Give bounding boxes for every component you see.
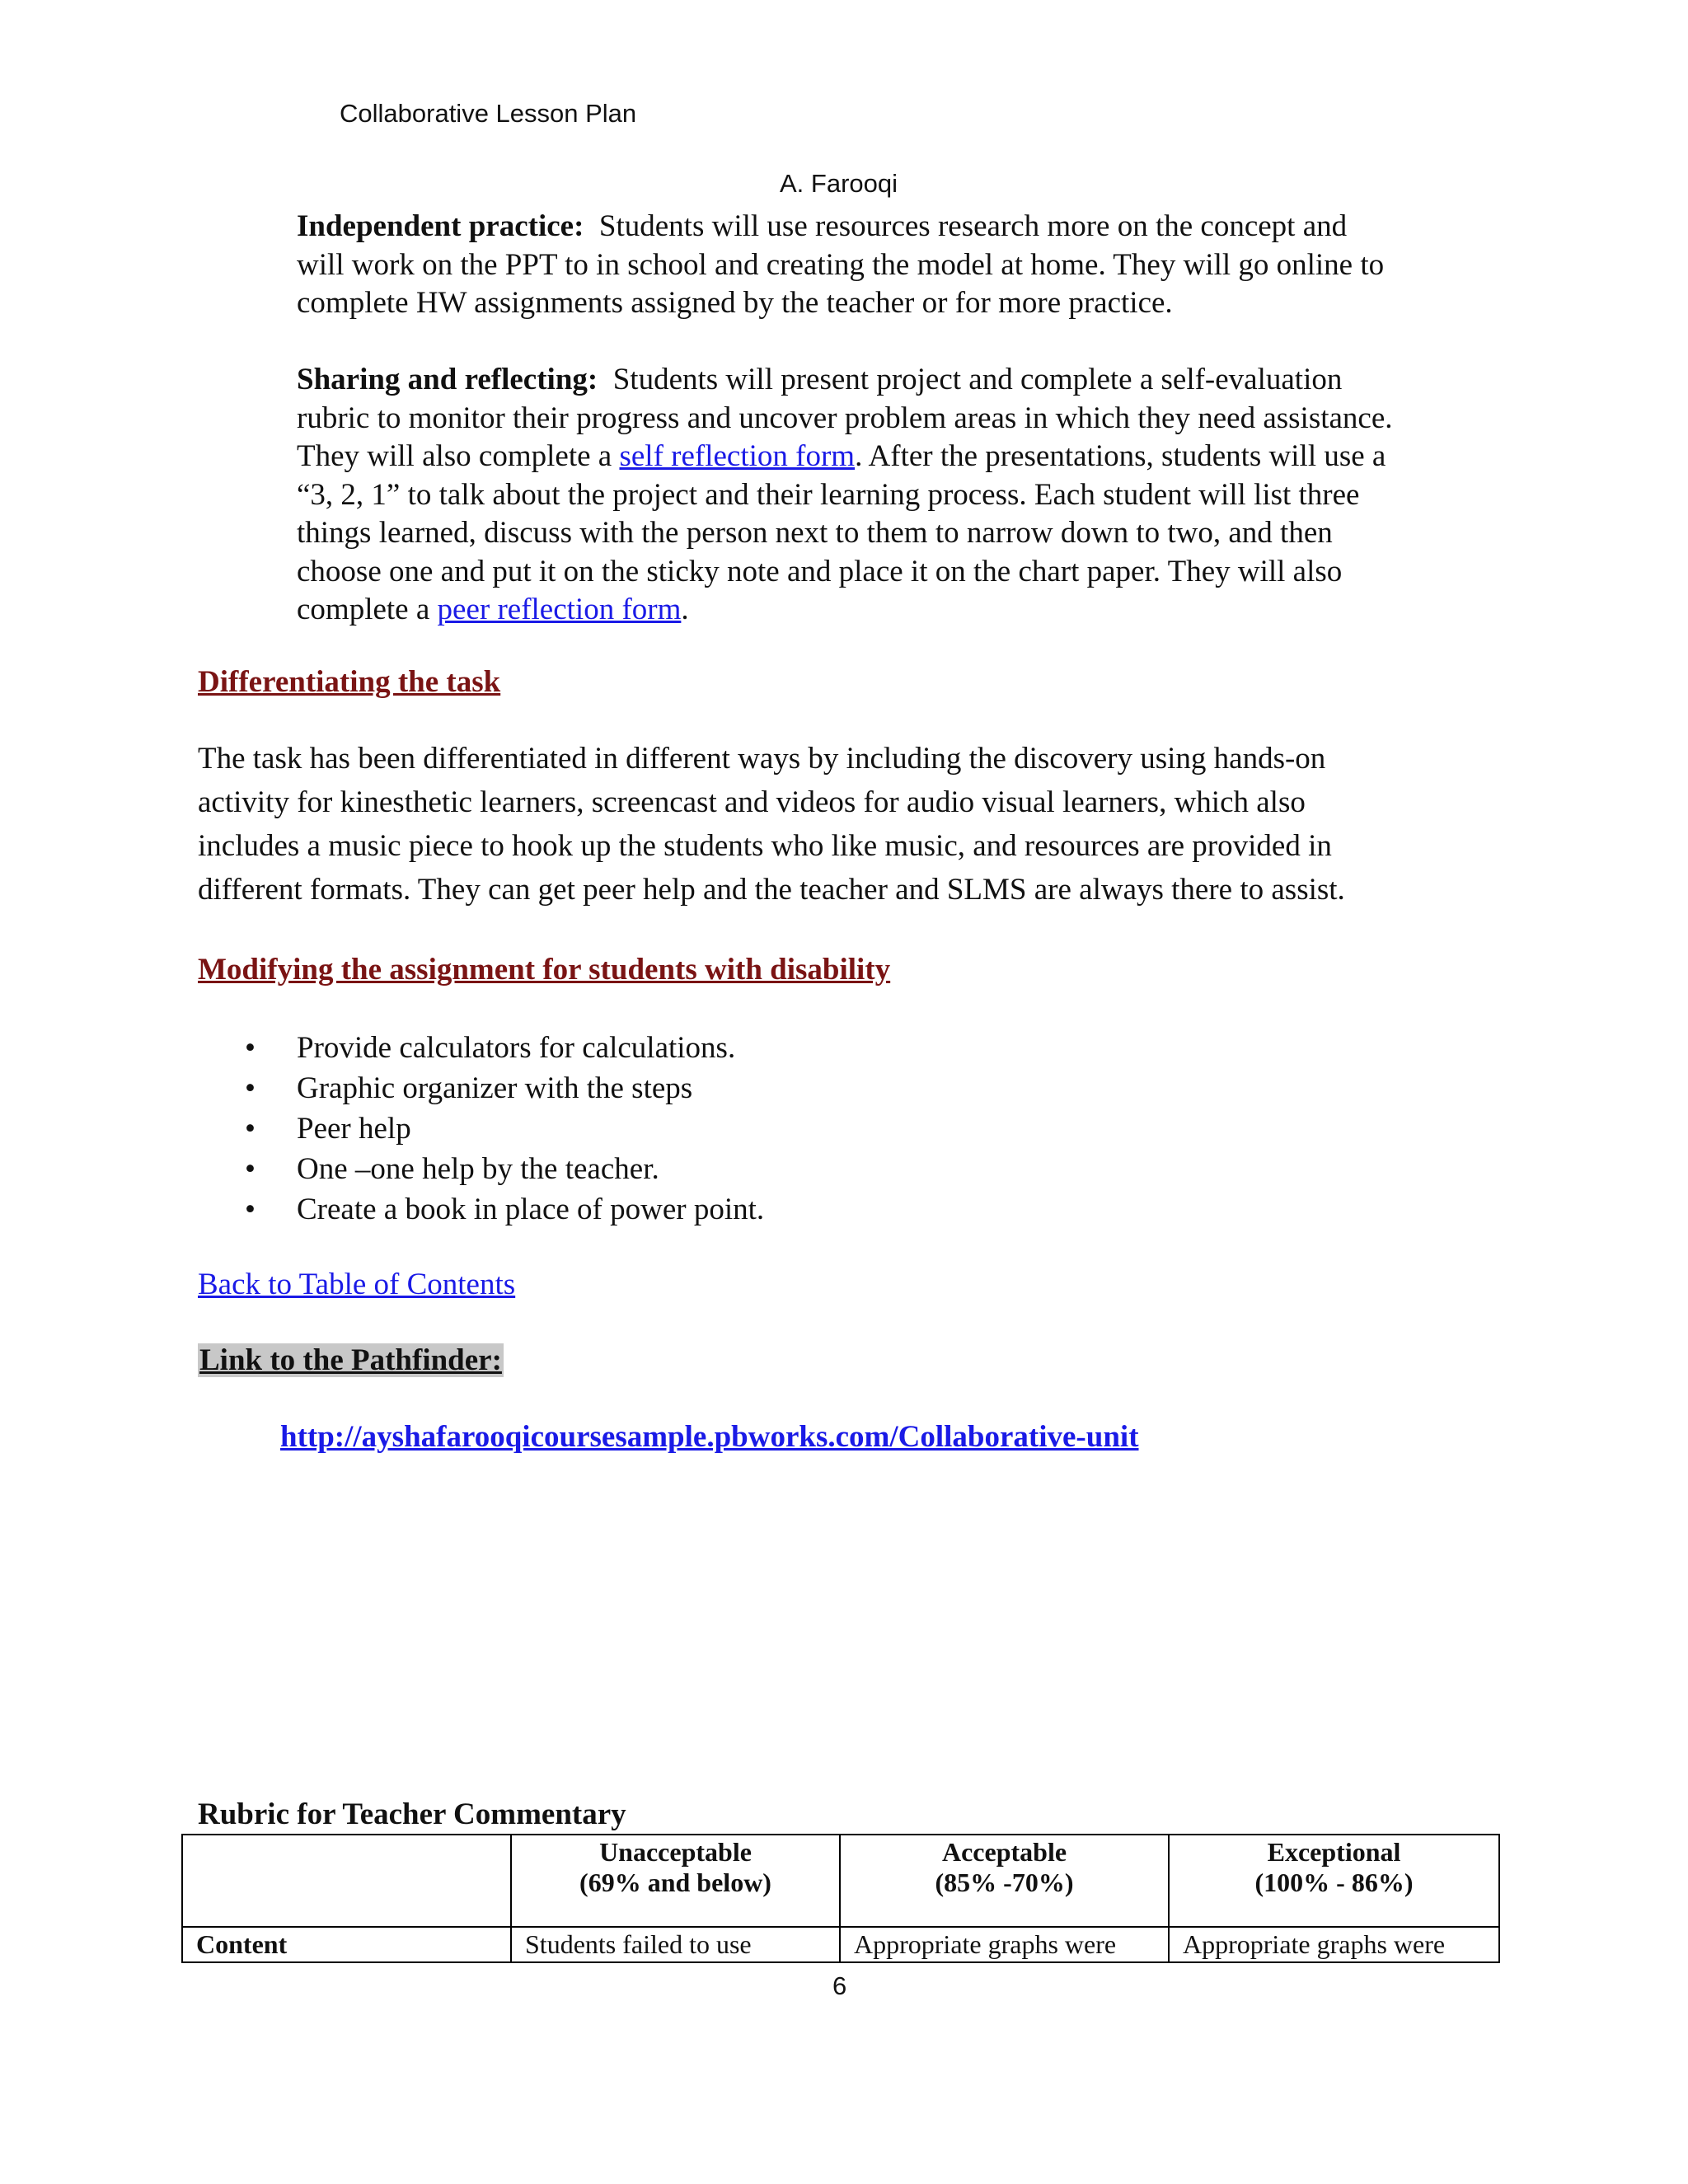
header-range: (85% -70%) — [935, 1868, 1074, 1897]
header-range: (100% - 86%) — [1254, 1868, 1414, 1897]
text-line: The task has been differentiated in different ways by including the discovery using hands-on — [198, 742, 1326, 776]
text-line: Students will use resources research more on the concept and — [598, 209, 1348, 243]
text-line: activity for kinesthetic learners, screencast and videos for audio visual learners, which also — [198, 785, 1306, 819]
rubric-cell: Appropriate graphs were — [1169, 1927, 1499, 1962]
text-line: complete HW assignments assigned by the teacher or for more practice. — [297, 286, 1173, 320]
text-segment: . After the presentations, students will use a — [855, 439, 1386, 473]
rubric-header-unacceptable — [511, 1835, 840, 1927]
back-to-table-of-contents-link[interactable]: Back to Table of Contents — [198, 1268, 516, 1301]
text-line: choose one and put it on the sticky note and place it on the chart paper. They will also — [297, 554, 1343, 588]
rubric-cell: Appropriate graphs were — [840, 1927, 1169, 1962]
text-line: rubric to monitor their progress and uncover problem areas in which they need assistance. — [297, 401, 1393, 435]
text-segment: . — [681, 593, 689, 626]
text-segment: complete a — [297, 593, 438, 626]
text-line: includes a music piece to hook up the students who like music, and resources are provided in — [198, 829, 1332, 863]
independent-practice-label: Independent practice: — [297, 209, 584, 243]
rubric-header-acceptable — [840, 1835, 1169, 1927]
header-name: Acceptable — [941, 1837, 1067, 1867]
rubric-header-empty-cell — [182, 1835, 511, 1927]
differentiating-paragraph — [198, 737, 1615, 912]
list-item: • Graphic organizer with the steps — [198, 1068, 1352, 1108]
text-line: things learned, discuss with the person next to them to narrow down to two, and then — [297, 516, 1333, 550]
sharing-reflecting-paragraph — [297, 361, 1615, 630]
table-row — [182, 1927, 1499, 1962]
text-line: Students will present project and complete a self-evaluation — [612, 363, 1343, 396]
list-item: • Create a book in place of power point. — [198, 1189, 1352, 1230]
pathfinder-url-link[interactable]: http://ayshafarooqicoursesample.pbworks.com/Collaborative-unit — [280, 1420, 1139, 1454]
rubric-title: Rubric for Teacher Commentary — [198, 1797, 626, 1831]
document-header-title: Collaborative Lesson Plan — [340, 99, 637, 128]
rubric-table — [181, 1834, 1500, 1963]
rubric-header-row — [182, 1835, 1499, 1927]
list-item: • Peer help — [198, 1108, 1352, 1149]
header-name: Unacceptable — [599, 1837, 752, 1867]
text-line: different formats. They can get peer help and the teacher and SLMS are always there to assist. — [198, 873, 1345, 907]
independent-practice-paragraph — [297, 208, 1582, 323]
document-header-author: A. Farooqi — [780, 169, 898, 198]
modifications-list — [198, 1028, 1352, 1230]
list-item: • Provide calculators for calculations. — [198, 1028, 1352, 1068]
rubric-row-label: Content — [182, 1927, 511, 1962]
sharing-reflecting-label: Sharing and reflecting: — [297, 363, 598, 396]
header-name: Exceptional — [1267, 1837, 1401, 1867]
pathfinder-label-text: Link to the Pathfinder: — [199, 1343, 502, 1377]
page-number: 6 — [832, 1971, 847, 2000]
rubric-header-exceptional — [1169, 1835, 1499, 1927]
list-item: • One –one help by the teacher. — [198, 1149, 1352, 1189]
peer-reflection-form-link[interactable]: peer reflection form — [437, 593, 682, 626]
text-line: “3, 2, 1” to talk about the project and their learning process. Each student will list three — [297, 477, 1360, 512]
differentiating-heading: Differentiating the task — [198, 665, 501, 699]
header-range: (69% and below) — [579, 1868, 771, 1897]
text-line: will work on the PPT to in school and creating the model at home. They will go online to — [297, 247, 1385, 282]
text-segment: They will also complete a — [297, 439, 620, 473]
self-reflection-form-link[interactable]: self reflection form — [619, 439, 856, 473]
modifying-heading: Modifying the assignment for students with disability — [198, 953, 891, 987]
pathfinder-label — [198, 1343, 504, 1378]
rubric-cell: Students failed to use — [511, 1927, 840, 1962]
